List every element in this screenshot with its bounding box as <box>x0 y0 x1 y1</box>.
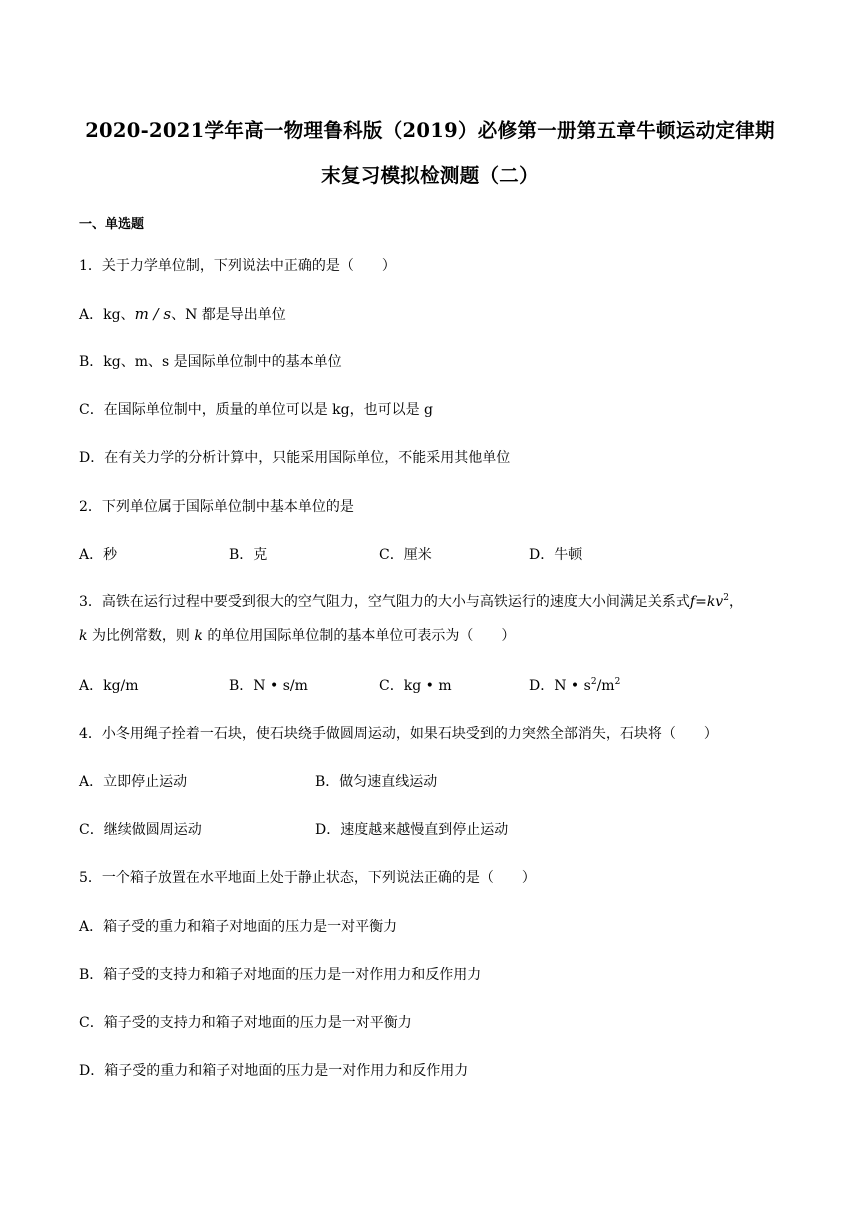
q1-option-a-prefix: A．kg、 <box>79 307 135 323</box>
question-4-option-b: B．做匀速直线运动 <box>315 774 438 790</box>
question-5-option-c: C．箱子受的支持力和箱子对地面的压力是一对平衡力 <box>79 1015 412 1031</box>
q3-option-d-prefix: D．N • s <box>529 678 591 694</box>
question-5-stem: 5．一个箱子放置在水平地面上处于静止状态，下列说法正确的是（ ） <box>79 870 536 886</box>
document-title-line-2: 末复习模拟检测题（二） <box>321 164 539 187</box>
question-1-stem: 1．关于力学单位制，下列说法中正确的是（ ） <box>79 258 396 274</box>
question-4-option-a: A．立即停止运动 <box>79 774 188 790</box>
question-5-option-d: D．箱子受的重力和箱子对地面的压力是一对作用力和反作用力 <box>79 1063 469 1079</box>
document-title-line-1: 2020-2021学年高一物理鲁科版（2019）必修第一册第五章牛顿运动定律期 <box>85 119 775 142</box>
q3-equals: = <box>695 594 707 610</box>
question-2-option-c: C．厘米 <box>379 547 432 563</box>
question-2-option-a: A．秒 <box>79 547 118 563</box>
question-1-option-a <box>79 304 286 325</box>
question-2-option-d: D．牛顿 <box>529 547 583 563</box>
q3-var-f: f <box>689 594 696 610</box>
q1-option-a-suffix: 、N 都是导出单位 <box>171 307 286 323</box>
q3-exponent: 2 <box>723 593 729 603</box>
question-2-stem: 2．下列单位属于国际单位制中基本单位的是 <box>79 499 354 515</box>
question-3-stem-line-1 <box>79 592 743 612</box>
q3-var-kv: kv <box>706 594 724 610</box>
question-4-option-c: C．继续做圆周运动 <box>79 822 202 838</box>
q3-stem-text: 3．高铁在运行过程中要受到很大的空气阻力，空气阻力的大小与高铁运行的速度大小间满足关系式 <box>79 594 690 610</box>
question-1-option-b: B．kg、m、s 是国际单位制中的基本单位 <box>79 354 342 370</box>
q3-comma: ， <box>728 594 743 610</box>
q3-var-k-2: k <box>194 628 203 644</box>
question-5-option-a: A．箱子受的重力和箱子对地面的压力是一对平衡力 <box>79 919 398 935</box>
question-5-option-b: B．箱子受的支持力和箱子对地面的压力是一对作用力和反作用力 <box>79 967 482 983</box>
q3-option-d-exp-2: 2 <box>614 677 621 687</box>
question-3-option-b: B．N • s/m <box>229 678 308 694</box>
q3-option-d-mid: /m <box>596 678 615 694</box>
question-3-option-a: A．kg/m <box>79 678 139 694</box>
q1-option-a-unit: m / s <box>134 305 172 323</box>
q3-var-k-1: k <box>79 628 88 644</box>
question-1-option-d: D．在有关力学的分析计算中，只能采用国际单位，不能采用其他单位 <box>79 450 511 466</box>
question-2-option-b: B．克 <box>229 547 268 563</box>
q3-line2-mid: 为比例常数，则 <box>91 628 190 644</box>
question-3-option-c: C．kg • m <box>379 678 452 694</box>
question-1-option-c: C．在国际单位制中，质量的单位可以是 kg，也可以是 g <box>79 402 434 418</box>
question-3-option-d <box>529 676 620 696</box>
q3-line2-post: 的单位用国际单位制的基本单位可表示为（ ） <box>207 628 516 644</box>
question-3-stem-line-2 <box>79 626 515 646</box>
question-4-stem: 4．小冬用绳子拴着一石块，使石块绕手做圆周运动，如果石块受到的力突然全部消失，石块将（ ） <box>79 726 718 742</box>
section-heading: 一、单选题 <box>79 217 145 232</box>
q3-option-d-exp-1: 2 <box>590 677 597 687</box>
question-4-option-d: D．速度越来越慢直到停止运动 <box>315 822 509 838</box>
